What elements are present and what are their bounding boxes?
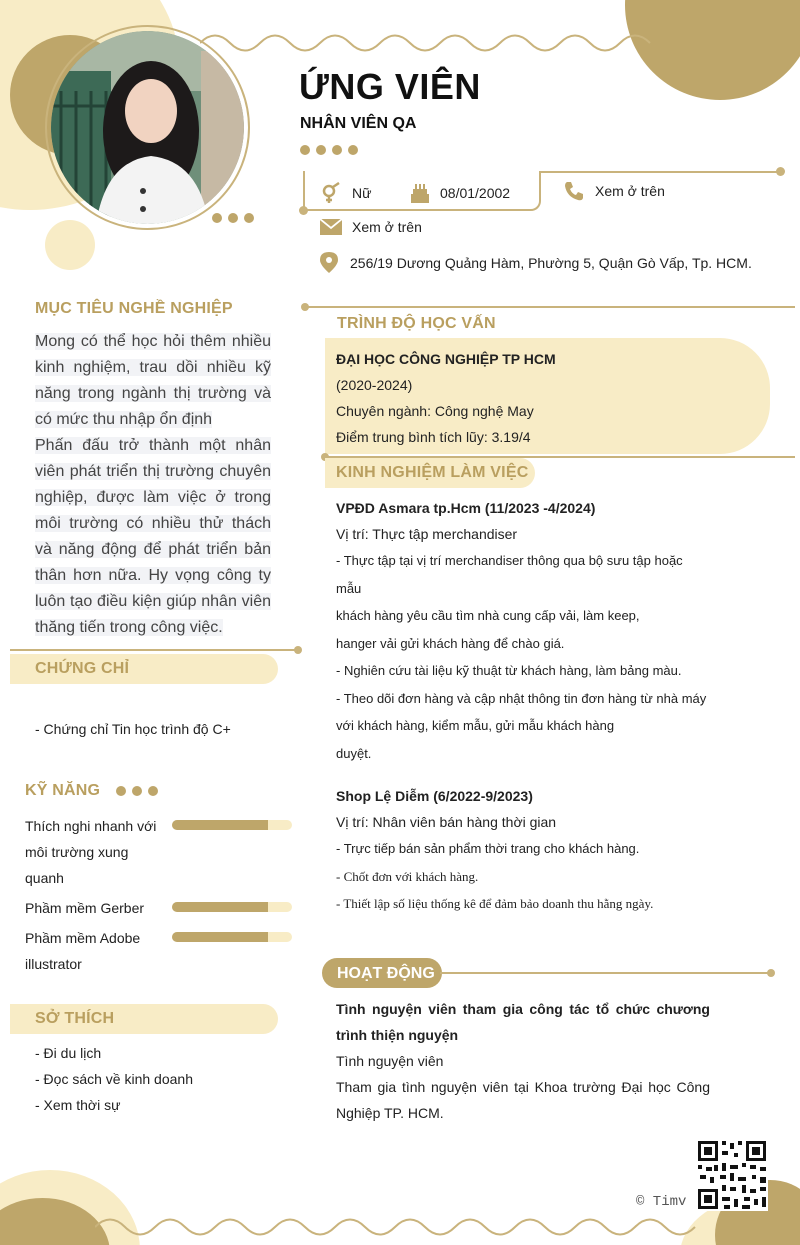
objective-divider (10, 649, 298, 651)
location-pin-icon (320, 252, 338, 274)
hobby-item: - Đi du lịch (35, 1045, 102, 1061)
job-detail: hanger vải gửi khách hàng để chào giá. (336, 635, 565, 651)
skill-name: Phầm mềm Adobe illustrator (25, 930, 141, 972)
skill-bar (172, 820, 292, 830)
activities-title: HOẠT ĐỘNG (337, 965, 435, 982)
decor-wave-top (200, 28, 660, 58)
education-divider (305, 306, 795, 308)
contact-frame-2 (539, 171, 779, 173)
job-detail: - Trực tiếp bán sản phẩm thời trang cho khách hàng. (336, 841, 640, 856)
decor-circle-small (45, 220, 95, 270)
job-role: Vị trí: Thực tập merchandiser (336, 526, 518, 542)
gender-icon (320, 182, 342, 204)
job-detail: - Theo dõi đơn hàng và cập nhật thông tin đơn hàng từ nhà máy (336, 690, 707, 706)
job-position: NHÂN VIÊN QA (300, 115, 417, 132)
activity-role: Tình nguyện viên (336, 1053, 444, 1069)
objective-paragraph-1: Mong có thể học hỏi thêm nhiều kinh nghiệm, trau dồi nhiều kỹ năng trong ngành thị trường và có mức thu nhập ổn định (35, 333, 271, 428)
contact-frame-dot (776, 167, 785, 176)
birthday-value: 08/01/2002 (440, 185, 511, 201)
hobby-item: - Đọc sách về kinh doanh (35, 1071, 193, 1087)
skill-item (25, 925, 292, 977)
qr-code-icon (696, 1139, 768, 1211)
certificate-item: - Chứng chỉ Tin học trình độ C+ (35, 721, 231, 737)
birthday-item (410, 182, 510, 204)
contact-frame-dot-2 (299, 206, 308, 215)
job-detail: - Thiết lập số liệu thống kê để đảm bảo doanh thu hằng ngày. (336, 896, 654, 911)
skill-item (25, 813, 292, 891)
avatar (45, 25, 250, 230)
objective-divider-dot (294, 646, 302, 654)
phone-icon (563, 180, 585, 202)
gender-item (320, 182, 371, 204)
job-detail: duyệt. (336, 745, 372, 761)
activity-description: Tham gia tình nguyện viên tại Khoa trường Đại học Công Nghiệp TP. HCM. (336, 1079, 710, 1121)
job-company: Shop Lệ Diễm (6/2022-9/2023) (336, 788, 533, 804)
skill-bar (172, 902, 292, 912)
skill-name: Thích nghi nhanh với môi trường xung quanh (25, 818, 157, 886)
education-divider-dot (301, 303, 309, 311)
skills-header (25, 782, 158, 800)
activities-divider (440, 972, 770, 974)
hobby-item: - Xem thời sự (35, 1097, 121, 1113)
footer-brand: © Timv (636, 1194, 687, 1210)
education-block (336, 346, 556, 450)
objective-title: MỤC TIÊU NGHỀ NGHIỆP (35, 300, 233, 317)
job-entry-2 (336, 783, 710, 918)
phone-item (563, 180, 665, 202)
hobbies-title: SỞ THÍCH (35, 1010, 115, 1027)
job-detail: - Thực tập tại vị trí merchandiser thông qua bộ sưu tập hoặc mẫu (336, 553, 683, 596)
email-item (320, 219, 422, 235)
job-detail: với khách hàng, kiểm mẫu, gửi mẫu khách hàng (336, 718, 615, 733)
activities-divider-dot (767, 969, 775, 977)
job-entry-1 (336, 495, 710, 767)
job-detail: - Nghiên cứu tài liệu kỹ thuật từ khách hàng, làm bảng màu. (336, 663, 682, 678)
experience-title: KINH NGHIỆM LÀM VIỆC (336, 464, 529, 481)
email-icon (320, 219, 342, 235)
education-period: (2020-2024) (336, 377, 413, 393)
gender-value: Nữ (352, 185, 372, 201)
education-school: ĐẠI HỌC CÔNG NGHIỆP TP HCM (336, 351, 556, 367)
candidate-name: ỨNG VIÊN (299, 66, 481, 107)
activity-entry (336, 996, 710, 1126)
job-detail: - Chốt đơn với khách hàng. (336, 868, 479, 884)
education-major: Chuyên ngành: Công nghệ May (336, 403, 534, 419)
skills-title: KỸ NĂNG (25, 782, 101, 799)
email-value: Xem ở trên (352, 219, 422, 235)
job-company: VPĐD Asmara tp.Hcm (11/2023 -4/2024) (336, 500, 596, 516)
activity-heading: Tình nguyện viên tham gia công tác tổ chức chương trình thiện nguyện (336, 1001, 710, 1043)
avatar-dots (212, 213, 254, 223)
header-dots (300, 145, 358, 155)
birthday-cake-icon (410, 182, 430, 204)
hobbies-list (35, 1040, 193, 1118)
certificates-title: CHỨNG CHỈ (35, 660, 130, 677)
skills-list (25, 813, 292, 977)
job-detail: khách hàng yêu cầu tìm nhà cung cấp vải, làm keep, (336, 608, 640, 623)
skill-bar (172, 932, 292, 942)
skill-name: Phầm mềm Gerber (25, 900, 145, 916)
phone-value: Xem ở trên (595, 183, 665, 199)
objective-text (35, 329, 271, 641)
address-value: 256/19 Dương Quảng Hàm, Phường 5, Quận Gò Vấp, Tp. HCM. (350, 255, 752, 271)
education-title: TRÌNH ĐỘ HỌC VẤN (337, 315, 496, 332)
address-item (320, 252, 752, 274)
job-role: Vị trí: Nhân viên bán hàng thời gian (336, 814, 557, 830)
objective-paragraph-2: Phấn đấu trở thành một nhân viên phát triển thị trường chuyên nghiệp, được làm việc ở trong môi trường có nhiều thử thách và năng động để phát triển bản thân hơn nữa. Hy vọng công ty luôn tạo điều kiện giúp nhân viên thăng tiến trong công việc. (35, 437, 271, 636)
skill-item (25, 895, 292, 921)
education-gpa: Điểm trung bình tích lũy: 3.19/4 (336, 429, 531, 445)
decor-wave-bottom (95, 1212, 705, 1242)
